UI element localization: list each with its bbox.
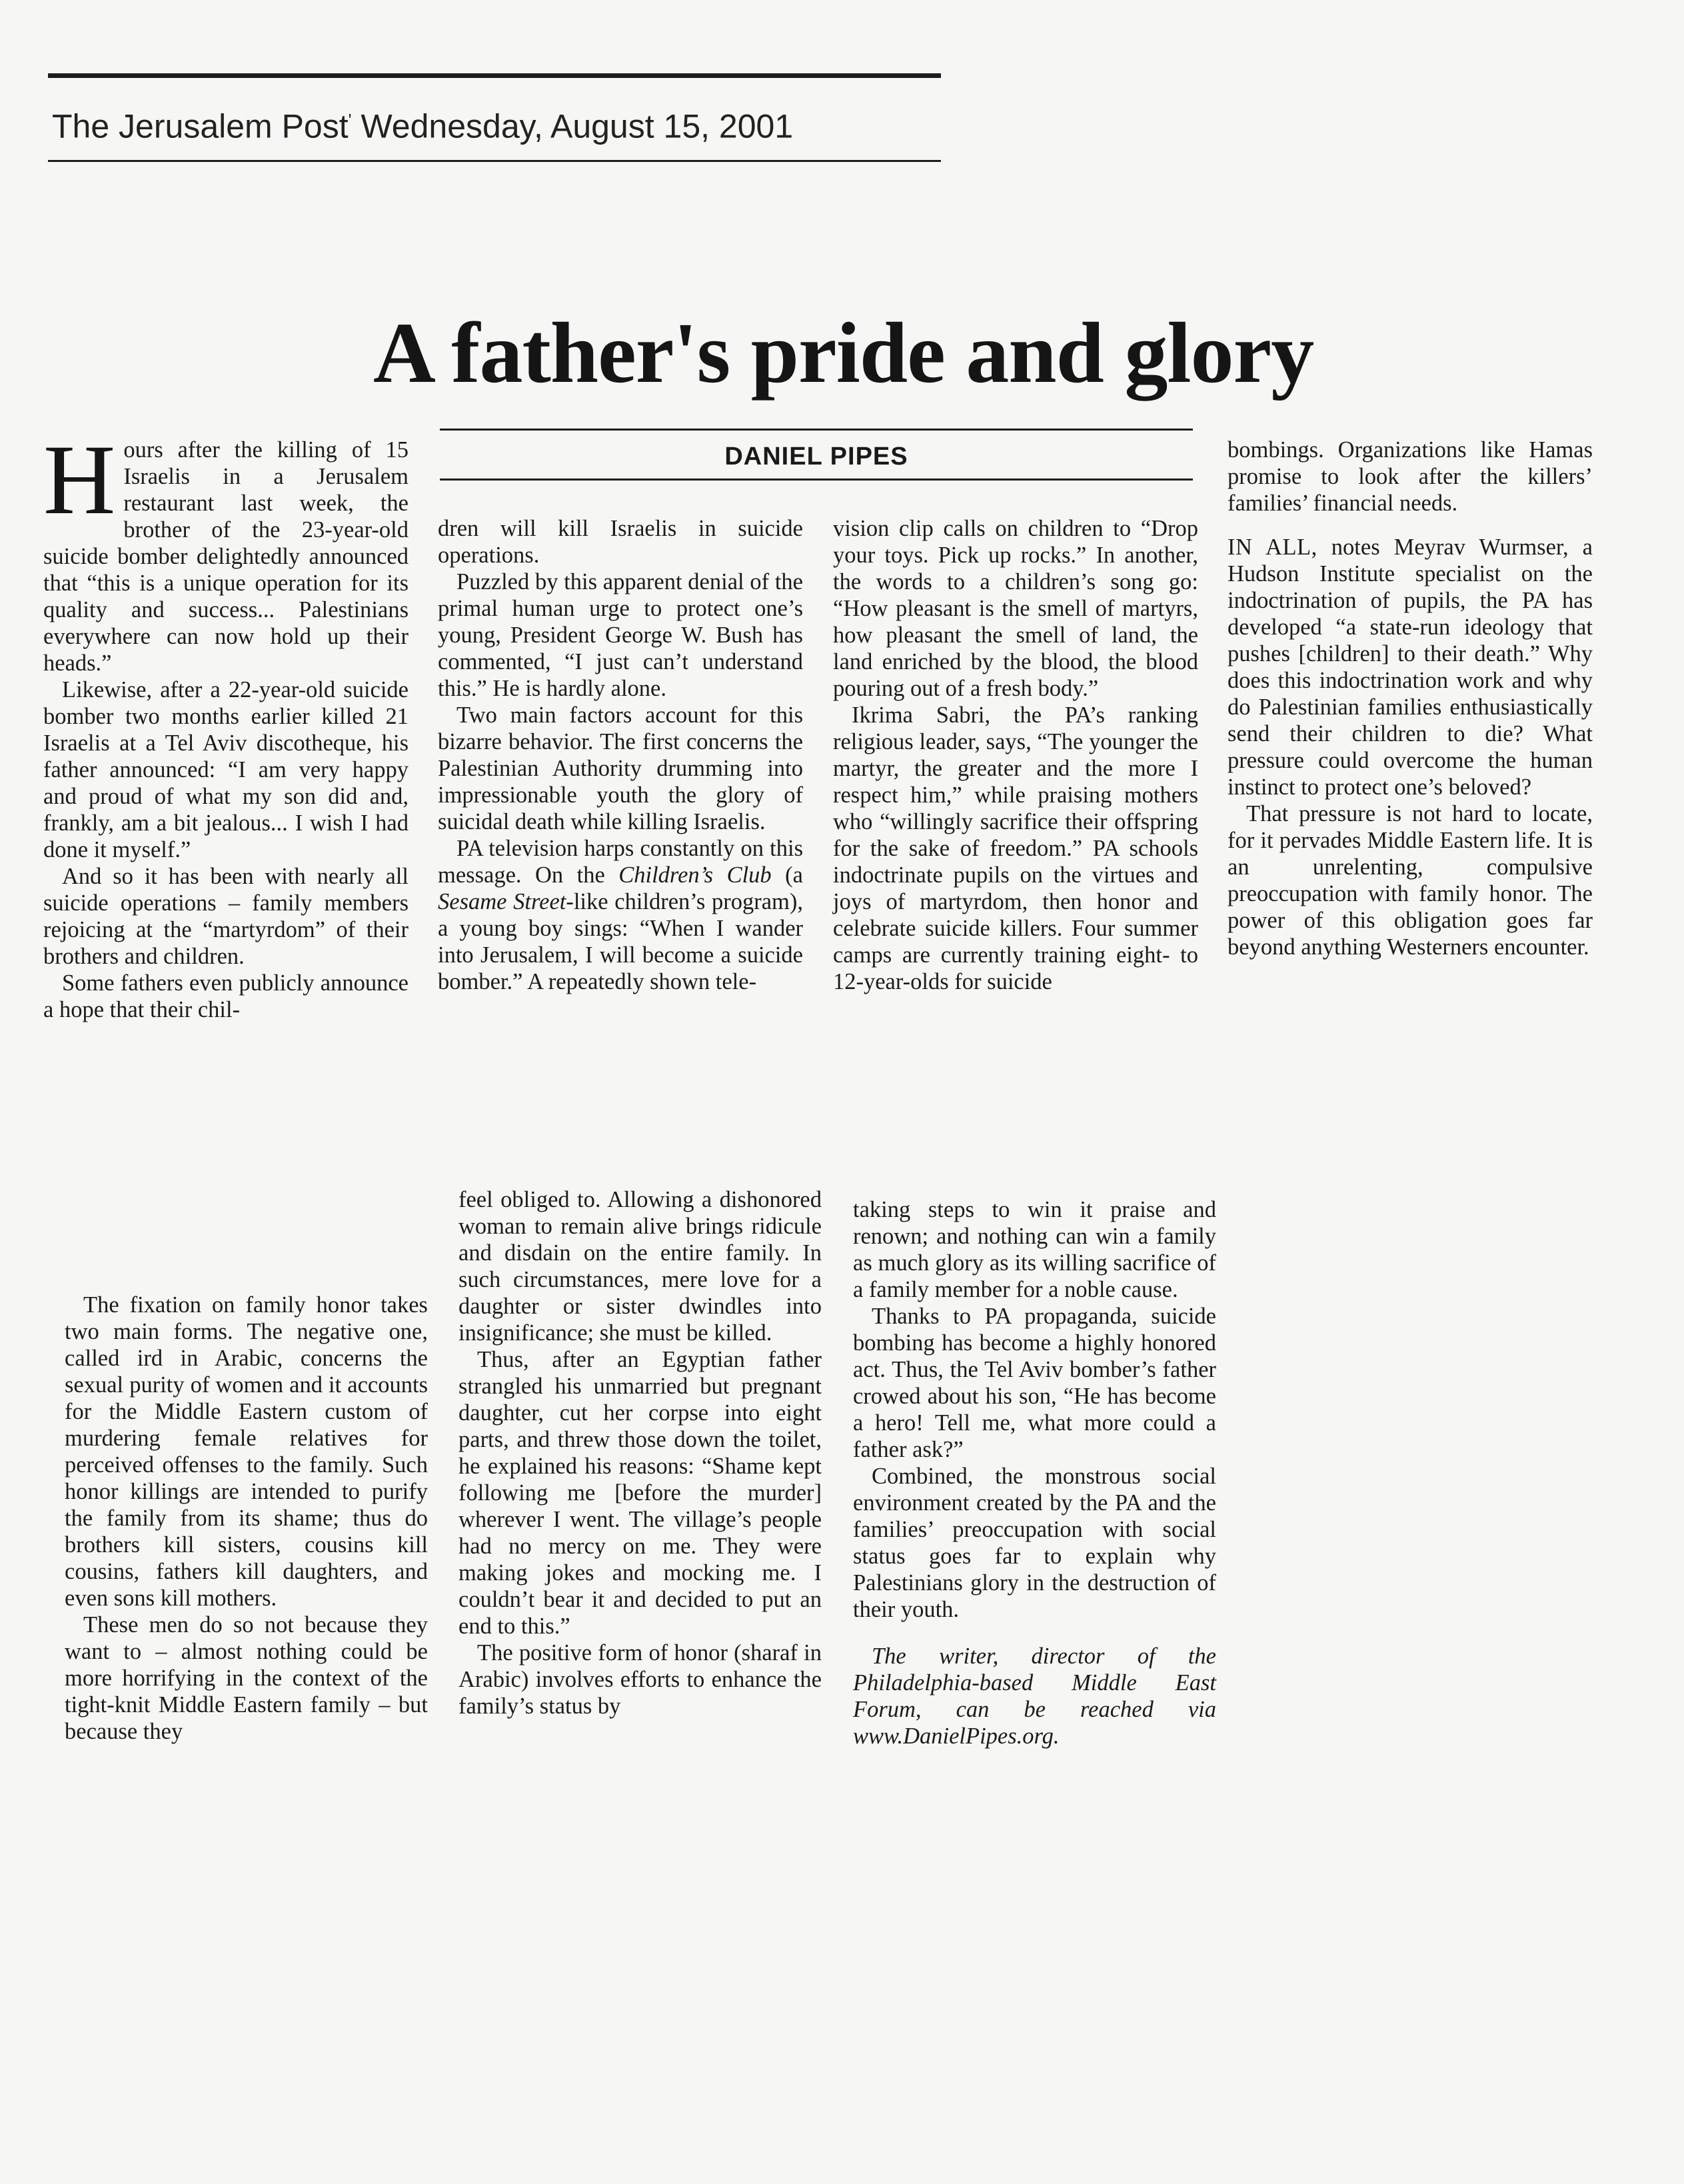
publication-date: Wednesday, August 15, 2001 xyxy=(361,107,794,145)
paragraph: dren will kill Israelis in suicide operations. xyxy=(438,516,803,568)
byline: DANIEL PIPES xyxy=(724,443,908,471)
byline-bottom-rule xyxy=(440,479,1193,481)
lower-column-3 xyxy=(853,1196,1216,1749)
text-run: PA television harps constantly on this message. On the xyxy=(438,836,803,888)
upper-column-1 xyxy=(43,425,409,1023)
paragraph: vision clip calls on children to “Drop your toys. Pick up rocks.” In another, the words to a children’s song go: “How pleasant is the smell of martyrs, how pleasant the smell of land, the land enriched by the blood, the blood pouring out of a fresh body.” xyxy=(833,516,1198,701)
paragraph: The fixation on family honor takes two main forms. The negative one, called ird in Arabic, concerns the sexual purity of women and it accounts for the Middle Eastern custom of murdering female relatives for perceived offenses to the family. Such honor killings are intended to purify the family from its shame; thus do brothers kill sisters, cousins kill cousins, fathers kill daughters, and even sons kill mothers. xyxy=(65,1292,428,1611)
paragraph: Thus, after an Egyptian father strangled his unmarried but pregnant daughter, cut her corpse into eight parts, and threw those down the toilet, he explained his reasons: “Shame kept following me [before the murder] wherever I went. The village’s people had no mercy on me. They were making jokes and mocking me. I couldn’t bear it and decided to put an end to this.” xyxy=(458,1347,822,1639)
paragraph: Ikrima Sabri, the PA’s ranking religious leader, says, “The younger the martyr, the greater and the more I respect him,” while praising mothers who “willingly sacrifice their offspring for the sake of freedom.” PA schools indoctrinate pupils on the virtues and joys of martyrdom, then honor and celebrate suicide killers. Four summer camps are currently training eight- to 12-year-olds for suicide xyxy=(833,702,1198,994)
byline-top-rule xyxy=(440,429,1193,431)
lower-column-1 xyxy=(65,1292,428,1745)
masthead-bottom-rule xyxy=(48,160,941,162)
paragraph: And so it has been with nearly all suicide operations – family members rejoicing at the “martyrdom” of their brothers and children. xyxy=(43,864,409,969)
paragraph: Some fathers even publicly announce a hope that their chil- xyxy=(43,970,409,1022)
program-title: Sesame Street xyxy=(438,889,566,914)
paragraph: Puzzled by this apparent denial of the primal human urge to protect one’s young, President George W. Bush has commented, “I just can’t understand this.” He is hardly alone. xyxy=(438,569,803,701)
author-signoff xyxy=(853,1643,1216,1749)
paragraph: Thanks to PA propaganda, suicide bombing has become a highly honored act. Thus, the Tel Aviv bomber’s father crowed about his son, “He has become a hero! Tell me, what more could a father ask?” xyxy=(853,1304,1216,1462)
paragraph xyxy=(1228,534,1593,800)
upper-column-2 xyxy=(438,515,803,995)
masthead: The Jerusalem Post' Wednesday, August 15, 2001 xyxy=(52,107,794,145)
paragraph xyxy=(438,835,803,995)
program-title: Children’s Club xyxy=(618,862,772,888)
lead-in: IN ALL, xyxy=(1228,535,1317,560)
paragraph: The positive form of honor (sharaf in Arabic) involves efforts to enhance the family’s status by xyxy=(458,1640,822,1719)
headline: A father's pride and glory xyxy=(373,305,1314,401)
paragraph: That pressure is not hard to locate, for it pervades Middle Eastern life. It is an unrelenting, compulsive preoccupation with family honor. The power of this obligation goes far beyond anything Westerners encounter. xyxy=(1228,801,1593,960)
upper-column-4 xyxy=(1228,437,1593,960)
signoff-text: The writer, director of the Philadelphia-based Middle East Forum, can be reached via www.DanielPipes.org. xyxy=(853,1643,1216,1749)
paragraph: Likewise, after a 22-year-old suicide bomber two months earlier killed 21 Israelis at a Tel Aviv discotheque, his father announced: “I am very happy and proud of what my son did and, frankly, am a bit jealous... I wish I had done it myself.” xyxy=(43,677,409,862)
lower-column-2 xyxy=(458,1186,822,1719)
masthead-top-rule xyxy=(48,73,941,78)
paragraph: Combined, the monstrous social environment created by the PA and the families’ preoccupation with social status goes far to explain why Palestinians glory in the destruction of their youth. xyxy=(853,1464,1216,1622)
paragraph: feel obliged to. Allowing a dishonored woman to remain alive brings ridicule and disdain on the entire family. In such circumstances, mere love for a daughter or sister dwindles into insignificance; she must be killed. xyxy=(458,1187,822,1346)
paragraph: taking steps to win it praise and renown; and nothing can win a family as much glory as its willing sacrifice of a family member for a noble cause. xyxy=(853,1197,1216,1302)
paragraph: bombings. Organizations like Hamas promise to look after the killers’ families’ financial needs. xyxy=(1228,437,1593,516)
text-run: (a xyxy=(771,862,803,888)
publication-name: The Jerusalem Post xyxy=(52,107,349,145)
paragraph: These men do so not because they want to – almost nothing could be more horrifying in the context of the tight-knit Middle Eastern family – but because they xyxy=(65,1612,428,1744)
text-run: -like children’s program), a young boy sings: “When I wander into Jerusalem, I will become a suicide bomber.” A repeatedly shown tele- xyxy=(438,889,803,994)
paragraph: Two main factors account for this bizarre behavior. The first concerns the Palestinian Authority drumming into impressionable youth the glory of suicidal death while killing Israelis. xyxy=(438,702,803,834)
drop-cap: H xyxy=(43,425,116,535)
upper-column-3 xyxy=(833,515,1198,995)
paragraph: ours after the killing of 15 Israelis in a Jerusalem restaurant last week, the brother of the 23-year-old suicide bomber delightedly announced that “this is a unique operation for its quality and success... Palestinians everywhere can now hold up their heads.” xyxy=(43,437,409,676)
text-run: notes Meyrav Wurmser, a Hudson Institute specialist on the indoctrination of pupils, the PA has developed “a state-run ideology that pushes [children] to their death.” Why does this indoctrination work and why do Palestinian families enthusiastically send their children to die? What pressure could overcome the human instinct to protect one’s beloved? xyxy=(1228,535,1593,800)
